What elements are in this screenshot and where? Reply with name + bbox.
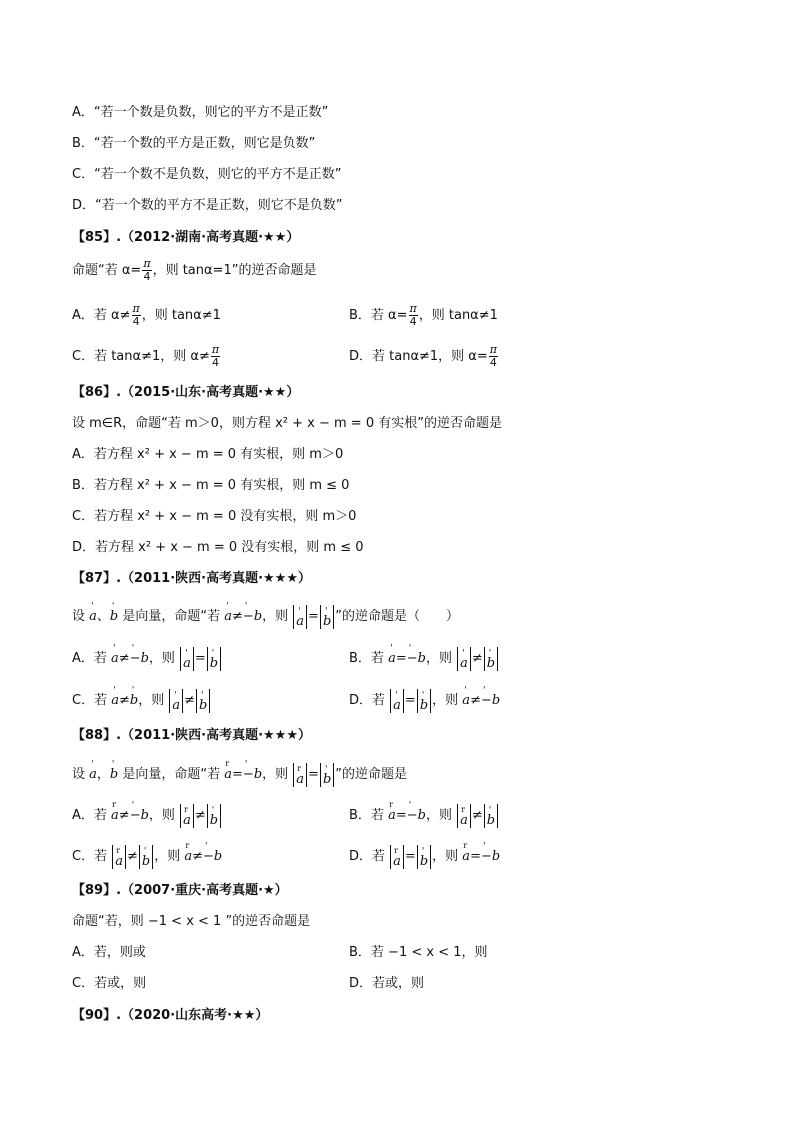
- q89-option-d: D．若或，则: [349, 976, 425, 991]
- q86-stem: 设 m∈R，命题“若 m＞0，则方程 x² + x − m = 0 有实根”的逆否命题是: [72, 416, 502, 431]
- fraction: $\frac{\pi}{4}$: [143, 257, 151, 283]
- q89-header: 【89】.（2007·重庆·高考真题·★）: [72, 883, 288, 898]
- q90-header: 【90】.（2020·山东高考·★★）: [72, 1008, 269, 1023]
- fraction: $\frac{\pi}{4}$: [409, 302, 417, 328]
- q89-stem: 命题“若，则 −1 < x < 1 ”的逆否命题是: [72, 914, 311, 929]
- q85-option-c: C．若 tanα≠1，则 α≠ $\frac{\pi}{4}$: [72, 343, 220, 369]
- q88-option-b: B．若 r a=' −b，则 r a ≠' b: [349, 803, 499, 828]
- q88-stem: 设 ' a，' b 是向量，命题“若 r a=' −b，则 r a =' b ”的逆命题是: [72, 762, 407, 787]
- q85-option-b: B．若 α= $\frac{\pi}{4}$ ，则 tanα≠1: [349, 302, 498, 328]
- q84-option-b: B．“若一个数的平方是正数，则它是负数”: [72, 136, 316, 151]
- q84-option-d: D．“若一个数的平方不是正数，则它不是负数”: [72, 198, 343, 213]
- q87-stem: 设 ' a、' b 是向量，命题“若 ' a≠' −b，则 ' a =' b ”的逆命题是（ ）: [72, 604, 459, 629]
- q87-header: 【87】.（2011·陕西·高考真题·★★★）: [72, 571, 311, 586]
- q87-option-b: B．若 ' a=' −b，则 ' a ≠' b: [349, 646, 499, 671]
- fraction: $\frac{\pi}{4}$: [489, 343, 498, 369]
- q85-header: 【85】.（2012·湖南·高考真题·★★）: [72, 230, 300, 245]
- q86-option-b: B．若方程 x² + x − m = 0 有实根，则 m ≤ 0: [72, 478, 350, 493]
- fraction: $\frac{\pi}{4}$: [132, 302, 140, 328]
- q87-option-d: D．若 ' a =' b ，则 ' a≠' −b: [349, 688, 500, 713]
- q85-stem: 命题“若 α= $\frac{\pi}{4}$ ，则 tanα=1”的逆否命题是: [72, 257, 317, 283]
- q84-option-a: A．“若一个数是负数，则它的平方不是正数”: [72, 105, 329, 120]
- q86-option-c: C．若方程 x² + x − m = 0 没有实根，则 m＞0: [72, 509, 357, 524]
- q87-option-c: C．若 ' a≠' b，则 ' a ≠' b: [72, 688, 211, 713]
- q88-option-c: C．若 r a ≠' b ，则 r a≠' −b: [72, 844, 222, 869]
- q86-option-a: A．若方程 x² + x − m = 0 有实根，则 m＞0: [72, 447, 344, 462]
- q88-option-d: D．若 r a =' b ，则 r a=' −b: [349, 844, 500, 869]
- q84-option-c: C．“若一个数不是负数，则它的平方不是正数”: [72, 167, 342, 182]
- q86-header: 【86】.（2015·山东·高考真题·★★）: [72, 385, 300, 400]
- q86-option-d: D．若方程 x² + x − m = 0 没有实根，则 m ≤ 0: [72, 540, 364, 555]
- q85-option-a: A．若 α≠ $\frac{\pi}{4}$ ，则 tanα≠1: [72, 302, 221, 328]
- q85-option-d: D．若 tanα≠1，则 α= $\frac{\pi}{4}$: [349, 343, 498, 369]
- q89-option-c: C．若或，则: [72, 976, 147, 991]
- q89-option-b: B．若 −1 < x < 1，则: [349, 945, 488, 960]
- q89-option-a: A．若，则或: [72, 945, 146, 960]
- q88-option-a: A．若 r a≠' −b，则 r a ≠' b: [72, 803, 222, 828]
- fraction: $\frac{\pi}{4}$: [211, 343, 220, 369]
- q87-option-a: A．若 ' a≠' −b，则 ' a =' b: [72, 646, 222, 671]
- q88-header: 【88】.（2011·陕西·高考真题·★★★）: [72, 728, 311, 743]
